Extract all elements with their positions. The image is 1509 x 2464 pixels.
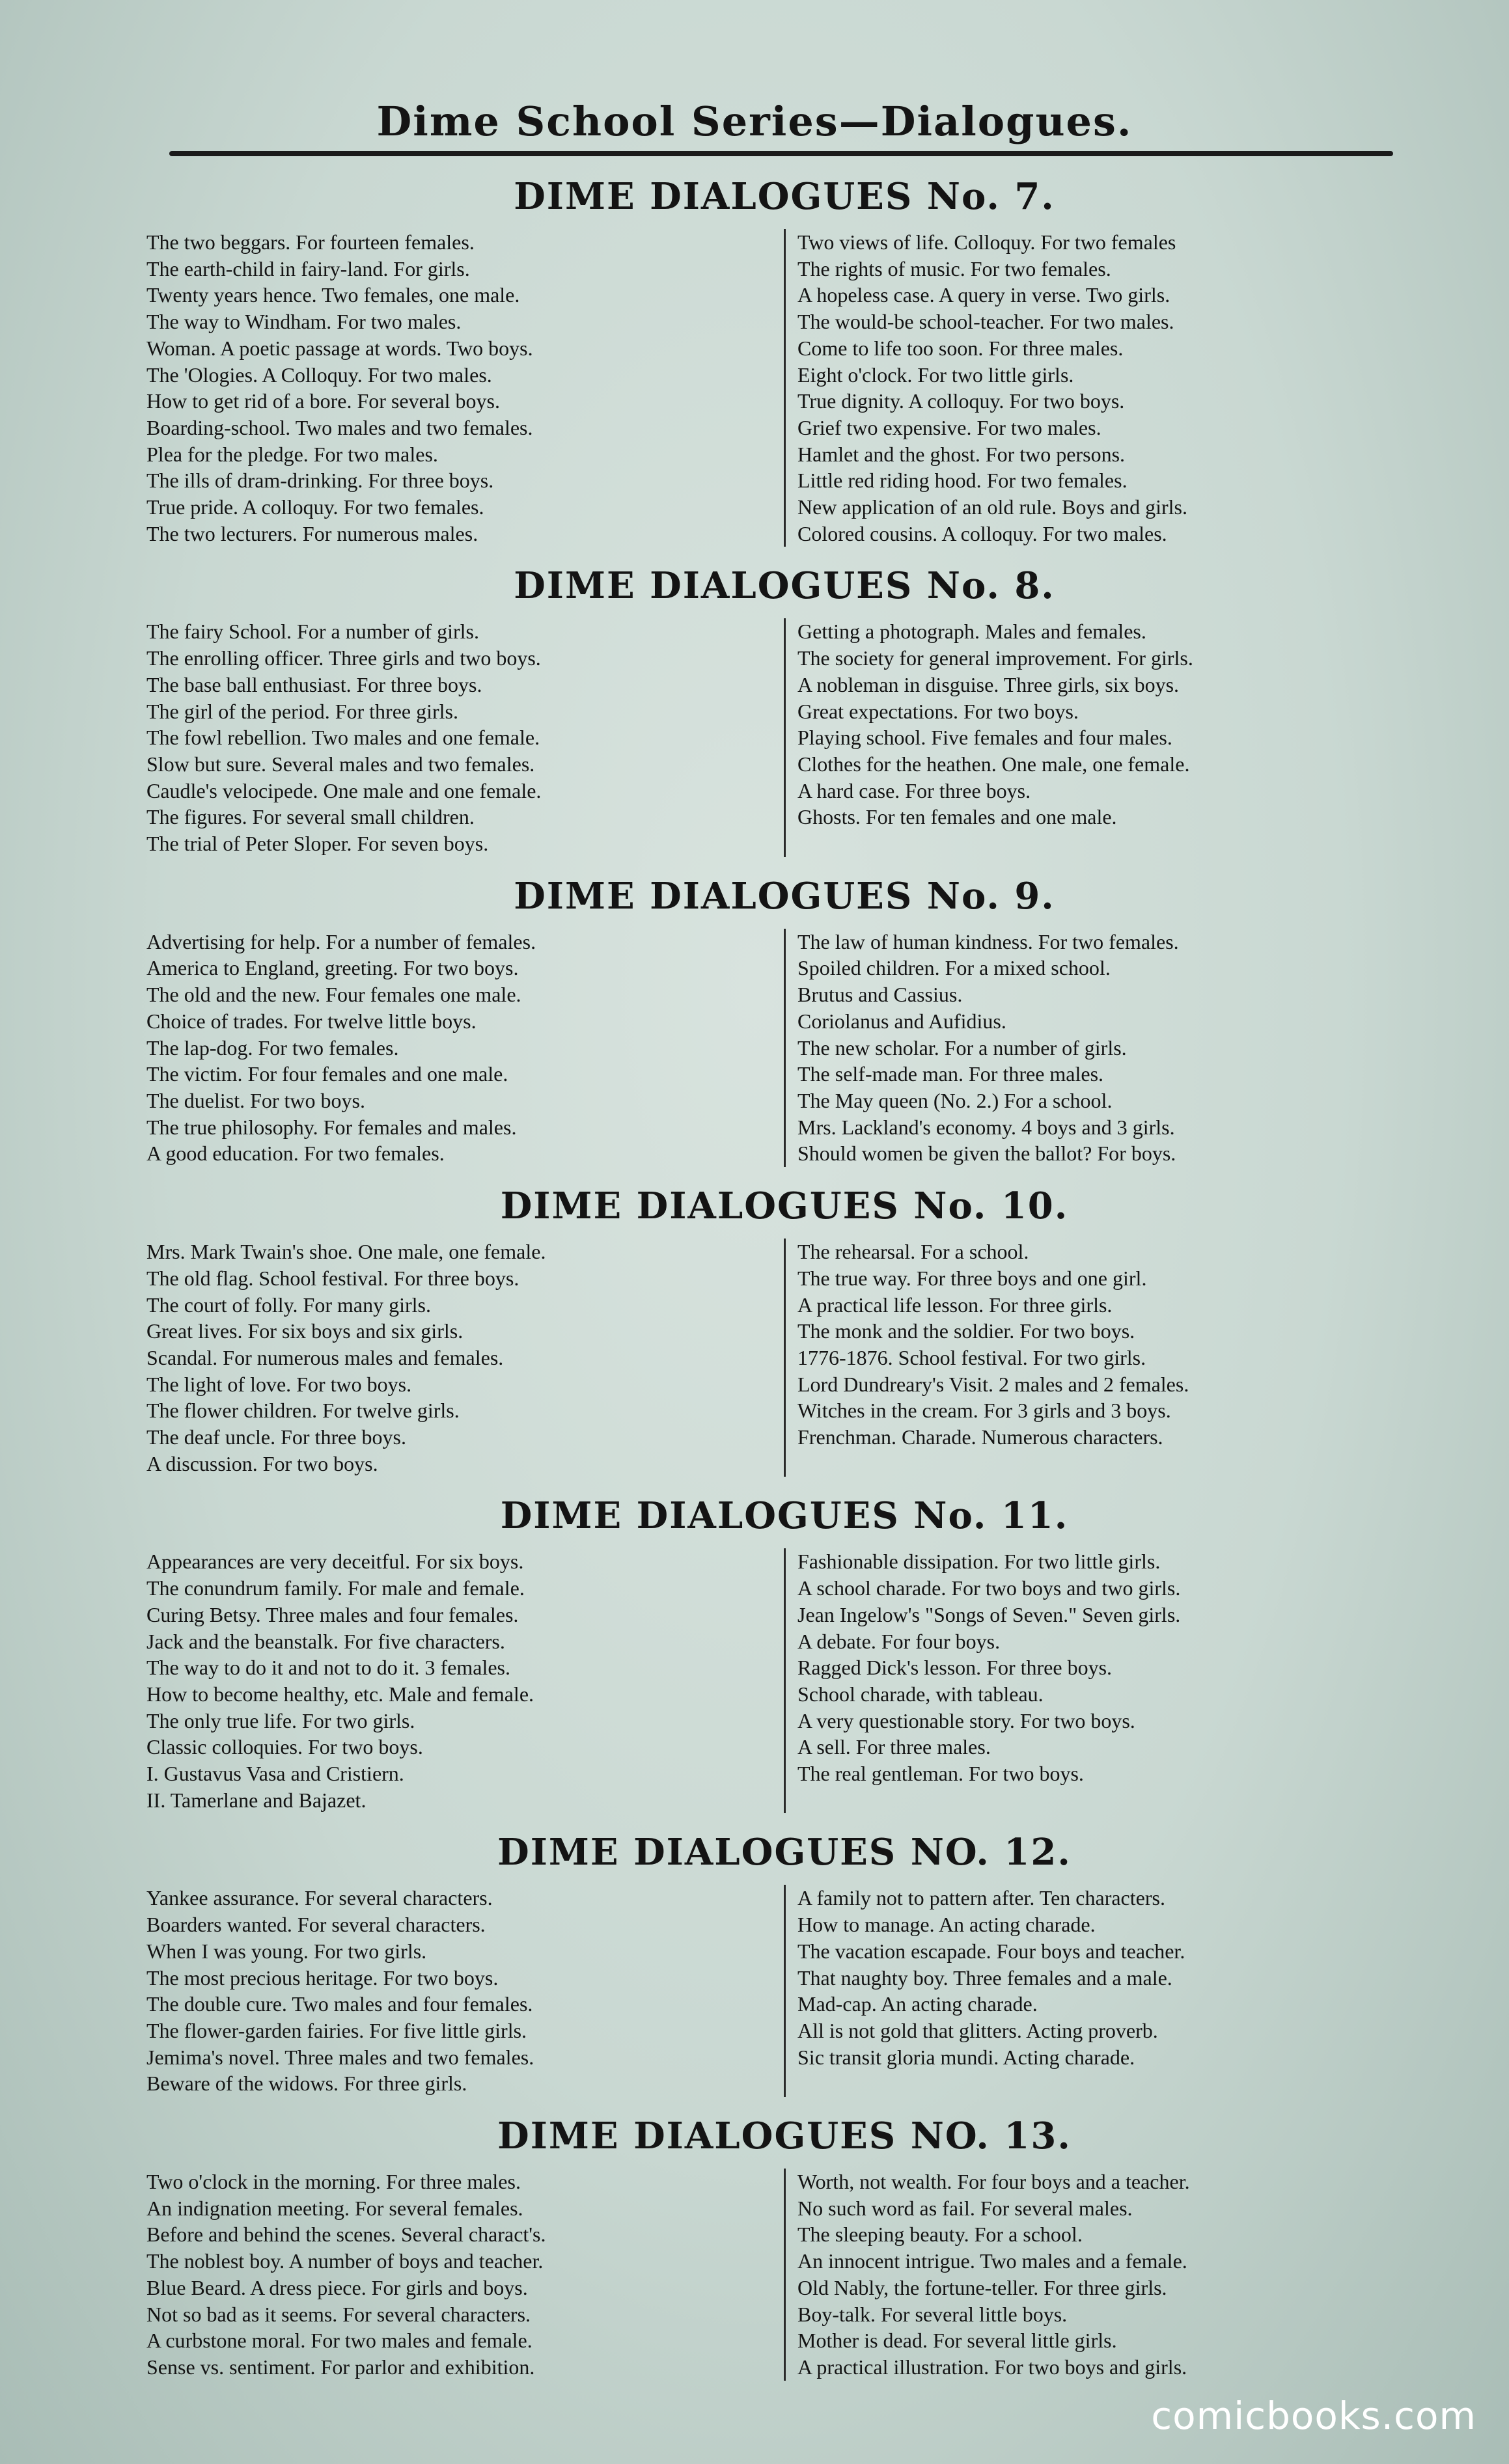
section-title: DIME DIALOGUES No. 10. [500,1184,1069,1228]
dialogue-entry: Curing Betsy. Three males and four females. [146,1602,519,1626]
column-divider [784,618,786,856]
dialogue-entry: Frenchman. Charade. Numerous characters. [797,1425,1163,1449]
header-rule [169,151,1393,156]
dialogue-entry: Boarders wanted. For several characters. [146,1913,486,1937]
column-divider [784,929,786,1167]
dialogue-entry: A school charade. For two boys and two girls. [797,1576,1181,1600]
dialogue-entry: The conundrum family. For male and female. [146,1576,525,1600]
dialogue-entry: The flower children. For twelve girls. [146,1399,460,1423]
left-column [146,618,784,856]
dialogue-entry: The 'Ologies. A Colloquy. For two males. [146,363,492,387]
dialogue-entry: Slow but sure. Several males and two females. [146,752,535,776]
dialogue-entry: The noblest boy. A number of boys and teacher. [146,2249,544,2273]
dialogue-entry: Yankee assurance. For several characters. [146,1886,493,1910]
dialogue-entry: How to get rid of a bore. For several boys. [146,389,500,413]
dialogue-entry: Caudle's velocipede. One male and one female. [146,778,542,802]
right-column [784,618,1422,856]
dialogue-entry: Sense vs. sentiment. For parlor and exhibition. [146,2355,535,2379]
dialogue-entry: The way to do it and not to do it. 3 females. [146,1656,510,1680]
dialogue-entry: II. Tamerlane and Bajazet. [146,1788,367,1812]
dialogue-entry: Boy-talk. For several little boys. [797,2302,1068,2326]
column-divider [784,2169,786,2381]
dialogue-section [146,1184,1422,1477]
dialogue-entry: The lap-dog. For two females. [146,1035,399,1060]
dialogue-entry: A debate. For four boys. [797,1629,1001,1653]
dialogue-entry: The most precious heritage. For two boys. [146,1965,499,1990]
dialogue-entry: The trial of Peter Sloper. For seven boys. [146,832,489,856]
dialogue-entry: Playing school. Five females and four males. [797,726,1172,750]
dialogue-entry: Great lives. For six boys and six girls. [146,1319,464,1343]
section-columns [146,1239,1422,1477]
dialogue-entry: Before and behind the scenes. Several charact's. [146,2223,546,2247]
dialogue-entry: The court of folly. For many girls. [146,1293,431,1317]
dialogue-entry: The two beggars. For fourteen females. [146,230,475,254]
dialogue-entry: Classic colloquies. For two boys. [146,1735,423,1759]
dialogue-entry: Witches in the cream. For 3 girls and 3 boys. [797,1399,1171,1423]
left-column [146,1885,784,2097]
dialogue-entry: The way to Windham. For two males. [146,310,462,334]
dialogue-entry: A discussion. For two boys. [146,1451,378,1475]
dialogue-entry: The victim. For four females and one male. [146,1062,508,1086]
section-columns [146,929,1422,1167]
dialogue-entry: A hopeless case. A query in verse. Two girls. [797,283,1170,307]
section-columns [146,1548,1422,1813]
dialogue-entry: The only true life. For two girls. [146,1708,415,1732]
section-columns [146,229,1422,547]
dialogue-entry: Two o'clock in the morning. For three males. [146,2170,521,2194]
dialogue-entry: The society for general improvement. For girls. [797,646,1193,670]
dialogue-entry: A sell. For three males. [797,1735,991,1759]
dialogue-entry: Brutus and Cassius. [797,983,963,1007]
dialogue-entry: True pride. A colloquy. For two females. [146,495,484,519]
dialogue-entry: How to become healthy, etc. Male and female. [146,1682,534,1706]
section-columns [146,618,1422,856]
dialogue-entry: Appearances are very deceitful. For six boys. [146,1550,524,1574]
right-column [784,1885,1422,2097]
dialogue-entry: The old flag. School festival. For three boys. [146,1266,519,1290]
dialogue-entry: The rehearsal. For a school. [797,1240,1029,1264]
dialogue-entry: The old and the new. Four females one male. [146,983,521,1007]
dialogue-entry: Grief two expensive. For two males. [797,415,1101,439]
dialogue-entry: Twenty years hence. Two females, one male. [146,283,520,307]
dialogue-entry: An innocent intrigue. Two males and a female. [797,2249,1187,2273]
dialogue-entry: The self-made man. For three males. [797,1062,1104,1086]
dialogue-entry: The rights of music. For two females. [797,256,1111,281]
dialogue-entry: How to manage. An acting charade. [797,1913,1096,1937]
dialogue-entry: The base ball enthusiast. For three boys. [146,672,482,696]
dialogue-entry: Jean Ingelow's "Songs of Seven." Seven girls. [797,1602,1181,1626]
column-divider [784,229,786,547]
dialogue-entry: I. Gustavus Vasa and Cristiern. [146,1762,404,1786]
dialogue-entry: Advertising for help. For a number of females. [146,929,536,953]
dialogue-entry: Old Nably, the fortune-teller. For three girls. [797,2275,1167,2299]
dialogue-section [146,174,1422,547]
right-column [784,929,1422,1167]
section-columns [146,2169,1422,2381]
section-columns [146,1885,1422,2097]
dialogue-entry: The two lecturers. For numerous males. [146,521,478,545]
dialogue-entry: The fairy School. For a number of girls. [146,620,479,644]
dialogue-entry: Getting a photograph. Males and females. [797,620,1146,644]
catalog-content [146,174,1422,2398]
dialogue-entry: The girl of the period. For three girls. [146,699,458,723]
dialogue-entry: The earth-child in fairy-land. For girls. [146,256,470,281]
dialogue-entry: The fowl rebellion. Two males and one female. [146,726,540,750]
dialogue-section [146,2114,1422,2381]
dialogue-entry: School charade, with tableau. [797,1682,1044,1706]
dialogue-entry: The would-be school-teacher. For two males. [797,310,1174,334]
column-divider [784,1548,786,1813]
dialogue-entry: Come to life too soon. For three males. [797,336,1124,360]
dialogue-entry: Woman. A poetic passage at words. Two boys. [146,336,533,360]
dialogue-entry: The sleeping beauty. For a school. [797,2223,1083,2247]
dialogue-entry: The new scholar. For a number of girls. [797,1035,1127,1060]
dialogue-entry: Little red riding hood. For two females. [797,469,1128,493]
dialogue-entry: A very questionable story. For two boys. [797,1708,1135,1732]
dialogue-entry: The figures. For several small children. [146,805,475,829]
dialogue-entry: The real gentleman. For two boys. [797,1762,1084,1786]
left-column [146,1548,784,1813]
section-title: DIME DIALOGUES No. 7. [514,175,1055,218]
dialogue-entry: The double cure. Two males and four females. [146,1992,533,2016]
dialogue-entry: Ragged Dick's lesson. For three boys. [797,1656,1113,1680]
dialogue-entry: Choice of trades. For twelve little boys. [146,1009,477,1033]
dialogue-entry: Boarding-school. Two males and two females. [146,415,533,439]
dialogue-entry: Not so bad as it seems. For several characters. [146,2302,531,2326]
section-title: DIME DIALOGUES No. 8. [514,564,1055,608]
dialogue-entry: Jack and the beanstalk. For five characters. [146,1629,505,1653]
right-column [784,1239,1422,1477]
dialogue-entry: Spoiled children. For a mixed school. [797,956,1111,980]
dialogue-entry: Eight o'clock. For two little girls. [797,363,1074,387]
dialogue-entry: Worth, not wealth. For four boys and a teacher. [797,2170,1190,2194]
dialogue-entry: Blue Beard. A dress piece. For girls and boys. [146,2275,528,2299]
dialogue-section [146,1494,1422,1813]
site-watermark: comicbooks.com [1151,2394,1476,2438]
dialogue-entry: The light of love. For two boys. [146,1372,412,1396]
dialogue-entry: A practical life lesson. For three girls. [797,1293,1113,1317]
column-divider [784,1885,786,2097]
dialogue-entry: America to England, greeting. For two boys. [146,956,519,980]
dialogue-entry: Hamlet and the ghost. For two persons. [797,442,1126,466]
section-title: DIME DIALOGUES No. 11. [500,1494,1069,1538]
dialogue-entry: The May queen (No. 2.) For a school. [797,1088,1113,1112]
dialogue-entry: True dignity. A colloquy. For two boys. [797,389,1125,413]
dialogue-entry: A curbstone moral. For two males and female. [146,2329,533,2353]
dialogue-entry: An indignation meeting. For several females. [146,2196,523,2220]
section-title: DIME DIALOGUES NO. 13. [497,2115,1072,2158]
dialogue-entry: Colored cousins. A colloquy. For two males. [797,521,1167,545]
dialogue-entry: A nobleman in disguise. Three girls, six boys. [797,672,1180,696]
dialogue-entry: Plea for the pledge. For two males. [146,442,438,466]
dialogue-entry: The ills of dram-drinking. For three boys. [146,469,494,493]
dialogue-entry: The law of human kindness. For two females. [797,929,1179,953]
dialogue-section [146,874,1422,1167]
section-title: DIME DIALOGUES No. 9. [514,874,1055,918]
dialogue-entry: The true philosophy. For females and males. [146,1115,517,1139]
dialogue-entry: Sic transit gloria mundi. Acting charade. [797,2045,1135,2069]
dialogue-entry: Beware of the widows. For three girls. [146,2072,467,2096]
dialogue-entry: Scandal. For numerous males and females. [146,1345,504,1369]
dialogue-entry: Mrs. Mark Twain's shoe. One male, one female. [146,1240,546,1264]
left-column [146,229,784,547]
dialogue-entry: New application of an old rule. Boys and girls. [797,495,1187,519]
dialogue-entry: Mrs. Lackland's economy. 4 boys and 3 girls. [797,1115,1175,1139]
dialogue-entry: Mother is dead. For several little girls. [797,2329,1117,2353]
dialogue-entry: The deaf uncle. For three boys. [146,1425,406,1449]
dialogue-entry: The duelist. For two boys. [146,1088,365,1112]
dialogue-section [146,564,1422,856]
dialogue-entry: A good education. For two females. [146,1142,445,1166]
dialogue-entry: Lord Dundreary's Visit. 2 males and 2 females. [797,1372,1189,1396]
dialogue-entry: Great expectations. For two boys. [797,699,1079,723]
dialogue-entry: The enrolling officer. Three girls and two boys. [146,646,541,670]
dialogue-entry: The monk and the soldier. For two boys. [797,1319,1135,1343]
dialogue-entry: A hard case. For three boys. [797,778,1031,802]
dialogue-entry: Mad-cap. An acting charade. [797,1992,1038,2016]
right-column [784,2169,1422,2381]
dialogue-entry: A practical illustration. For two boys and girls. [797,2355,1187,2379]
left-column [146,2169,784,2381]
dialogue-entry: A family not to pattern after. Ten characters. [797,1886,1165,1910]
dialogue-entry: The flower-garden fairies. For five little girls. [146,2018,527,2042]
dialogue-entry: Ghosts. For ten females and one male. [797,805,1117,829]
dialogue-entry: All is not gold that glitters. Acting proverb. [797,2018,1158,2042]
dialogue-entry: The true way. For three boys and one girl. [797,1266,1147,1290]
dialogue-entry: Clothes for the heathen. One male, one female. [797,752,1190,776]
dialogue-entry: Two views of life. Colloquy. For two females [797,230,1176,254]
dialogue-entry: When I was young. For two girls. [146,1939,427,1963]
right-column [784,229,1422,547]
dialogue-entry: Should women be given the ballot? For boys. [797,1142,1176,1166]
dialogue-entry: Jemima's novel. Three males and two females. [146,2045,534,2069]
column-divider [784,1239,786,1477]
dialogue-section [146,1830,1422,2097]
section-title: DIME DIALOGUES NO. 12. [497,1831,1072,1874]
left-column [146,929,784,1167]
dialogue-entry: Fashionable dissipation. For two little girls. [797,1550,1161,1574]
running-head: Dime School Series—Dialogues. [376,98,1133,145]
dialogue-entry: That naughty boy. Three females and a male. [797,1965,1172,1990]
left-column [146,1239,784,1477]
dialogue-entry: 1776-1876. School festival. For two girls. [797,1345,1146,1369]
right-column [784,1548,1422,1813]
dialogue-entry: The vacation escapade. Four boys and teacher. [797,1939,1185,1963]
dialogue-entry: Coriolanus and Aufidius. [797,1009,1006,1033]
dialogue-entry: No such word as fail. For several males. [797,2196,1133,2220]
